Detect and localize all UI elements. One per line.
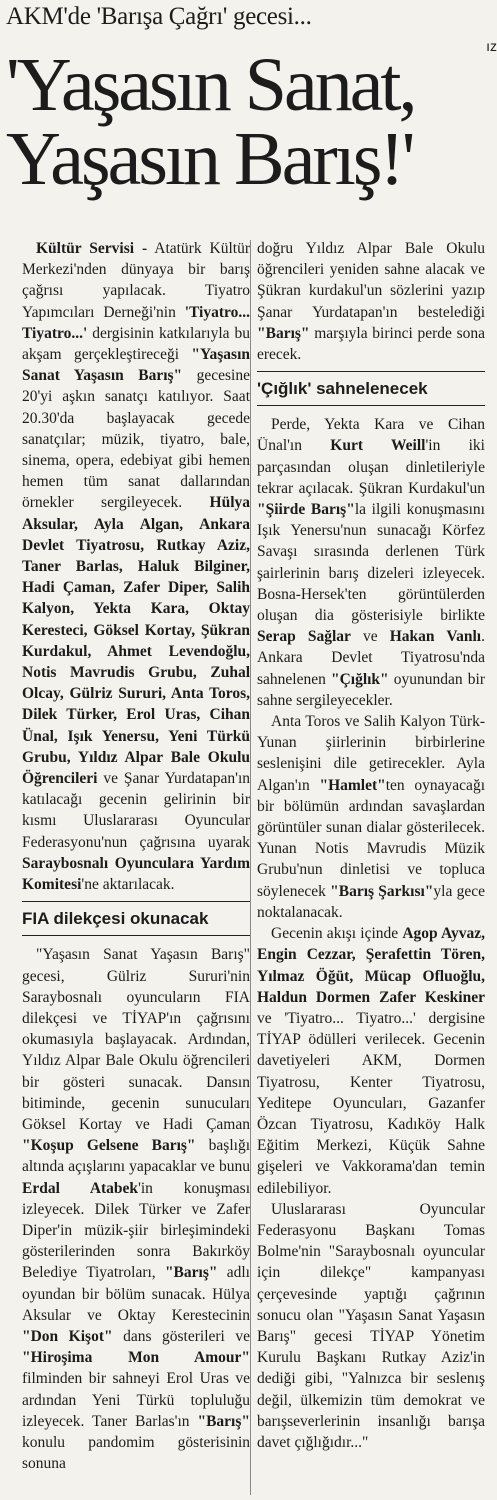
right-column	[257, 238, 485, 1453]
column-divider	[250, 240, 251, 1495]
left-paragraph-1	[22, 238, 250, 895]
text-run: ve	[350, 628, 390, 646]
right-paragraph-3	[257, 711, 485, 923]
bold-run: "Koşup Gelsene Barış"	[22, 1137, 196, 1155]
bold-run: Serap Sağlar	[257, 628, 351, 646]
bold-run: Erdal Atabek	[22, 1179, 139, 1197]
right-paragraph-4	[257, 923, 485, 1199]
left-paragraph-2	[22, 944, 250, 1474]
bold-run: "Barış"	[257, 324, 310, 342]
bold-run: Kurt Weill	[330, 437, 426, 455]
headline-line-1: 'Yaşasın Sanat,	[6, 43, 415, 127]
bold-run: "Hamlet"	[319, 776, 386, 794]
right-paragraph-5	[257, 1199, 485, 1453]
bold-run: "Barış"	[164, 1264, 218, 1282]
text-run: ve Şanar Yurdatapan'ın katılacağı gecenin gelirinin bir kısmı Uluslararası Oyuncular Federasyonu'nun çağrısına uyarak	[22, 770, 250, 851]
text-run: ten oynayacağı bir bölümün ardından savaşlardan görüntüler sunan dialar gösterilecek. Yunan Notis Mavrudis Müzik Grubu'nun dinletisi ve topluca söylenecek	[257, 776, 485, 900]
text-run: 'in konuşması izleyecek. Dilek Türker ve Zafer Diper'in müzik-şiir birleşimindeki gösterilerinden sonra Bakırköy Belediye Tiyatroları,	[22, 1179, 251, 1282]
text-run: Uluslararası Oyuncular Federasyonu Başkanı Tomas Bolme'nin "Saraybosnalı oyuncular için dilekçe" kampanyası çerçevesinde yaptığı çağrının sonucu olan "Yaşasın Sanat Yaşasın Barış" gecesi TİYAP Yönetim Kurulu Başkanı Rutkay Aziz'in dediği gibi, "Yalnızca bir seslenış değil, ülkemizin tüm demokrat ve barışseverlerinin insanlığı barışa davet çığlığıdır..."	[257, 1200, 485, 1451]
text-run: dergisinin katkılarıyla bu akşam gerçekleştireceği	[22, 324, 250, 364]
bold-run: 'Tiyatro... Tiyatro...'	[22, 303, 250, 342]
bold-run: "Hiroşima Mon Amour"	[22, 1349, 250, 1367]
text-run: 'in iki parçasından oluşan dinletileriyle tekrar açılacak. Şükran Kurdakul'un	[257, 437, 485, 497]
artist-names: Hülya Aksular, Ayla Algan, Ankara Devlet Tiyatrosu, Rutkay Aziz, Taner Barlas, Haluk Bilginer, Hadi Çaman, Zafer Diper, Salih Kalyon, Yekta Kara, Oktay Keresteci, Göksel Kortay, Şükran Kurdakul, Ahmet Levendoğlu, Notis Mavrudis Grubu, Zuhal Olcay, Gülriz Sururi, Anta Toros, Dilek Türker, Erol Uras, Cihan Ünal, Işık Yenersu, Yeni Türkü Grubu, Yıldız Alpar Bale Okulu Öğrencileri	[22, 494, 250, 788]
edge-mark: ız	[486, 38, 497, 54]
right-paragraph-1	[257, 238, 485, 365]
text-run: doğru Yıldız Alpar Bale Okulu öğrencileri yeniden sahne alacak ve Şükran kurdakul'un sözlerini yazıp Şanar Yurdatapan'ın bestelediği	[257, 240, 485, 321]
bold-run: "Çığlık"	[330, 670, 389, 688]
text-run: Perde, Yekta Kara ve Cihan Ünal'ın	[257, 416, 485, 455]
kicker: AKM'de 'Barışa Çağrı' gecesi...	[6, 3, 312, 30]
bold-run: "Şiirde Barış"	[257, 501, 355, 519]
text-run: . Ankara Devlet Tiyatrosu'nda sahnelenen	[257, 628, 485, 688]
text-run: la ilgili konuşmasını Işık Yenersu'nun sunacağı Körfez Savaşı sırasında derlenen Türk şairlerinin barış dizeleri izleyecek. Bosna-Hersek'ten görüntülerden oluşan dia gösterisiyle birlikte	[257, 501, 485, 625]
text-run: ve 'Tiyatro... Tiyatro...' dergisine TİYAP ödülleri verilecek. Gecenin davetiyeleri AKM, Dormen Tiyatrosu, Kenter Tiyatrosu, Yeditepe Oyuncuları, Gazanfer Özcan Tiyatrosu, Kadıköy Halk Eğitim Merkezi, Küçük Sahne gişeleri ve Vakkorama'dan temin edilebiliyor.	[257, 1009, 485, 1197]
subhead-fia: FIA dilekçesi okunacak	[22, 901, 250, 936]
bold-run: Hakan Vanlı	[389, 628, 482, 646]
text-run: filminden bir sahneyi Erol Uras ve ardından Yeni Türkü topluluğu izleyecek. Taner Barlas'ın	[22, 1370, 250, 1430]
bold-run: "Barış Şarkısı"	[330, 882, 434, 900]
right-paragraph-2	[257, 414, 485, 711]
left-column	[22, 238, 250, 1474]
byline: Kültür Servisi -	[36, 240, 148, 257]
bold-run: "Yaşasın Sanat Yaşasın Barış"	[22, 346, 250, 385]
text-run: oyunundan bir sahne sergileyecekler.	[257, 670, 485, 709]
bold-run: "Barış"	[197, 1412, 250, 1430]
text-run: başlığı altında açışlarını yapacaklar ve bunu	[22, 1137, 250, 1176]
text-run: Gecenin akışı içinde	[271, 925, 403, 943]
award-names: Agop Ayvaz, Engin Cezzar, Şerafettin Tören, Yılmaz Öğüt, Mücap Ofluoğlu, Haldun Dormen Zafer Keskiner	[257, 925, 485, 1006]
text-run: yla gece noktalanacak.	[257, 882, 486, 921]
text-run: gecesine 20'yi aşkın sanatçı katılıyor. Saat 20.30'da başlayacak gecede sanatçılar; müzik, tiyatro, bale, sinema, opera, edebiyat gibi hemen hemen tüm sanat dallarından örnekler sergileyecek.	[22, 367, 250, 512]
text-run: adlı oyundan bir bölüm sunacak. Hülya Aksular ve Oktay Kerestecinin	[22, 1264, 250, 1324]
text-run: marşıyla birinci perde sona erecek.	[257, 324, 485, 364]
text-run: 'ne aktarılacak.	[81, 876, 175, 894]
subhead-ciglik: 'Çığlık' sahnelenecek	[257, 371, 485, 406]
headline-line-2: Yaşasın Barış!'	[6, 117, 413, 201]
bold-run: Saraybosnalı Oyunculara Yardım Komitesi	[22, 854, 250, 894]
text-run: dans gösterileri ve	[112, 1327, 250, 1345]
text-run: "Yaşasın Sanat Yaşasın Barış" gecesi, Gülriz Sururi'nin Saraybosnalı oyuncuların FIA dilekçesi ve TİYAP'ın çağrısını okumasıyla başlayacak. Ardından, Yıldız Alpar Bale Okulu öğrencileri bir gösteri sunacak. Dansın bitiminde, gecenin sunucuları Göksel Kortay ve Hadi Çaman	[22, 946, 250, 1133]
text-run: konulu pandomim gösterisinin sonuna	[22, 1433, 250, 1473]
bold-run: "Don Kişot"	[22, 1327, 113, 1345]
text-run: Anta Toros ve Salih Kalyon Türk-Yunan şiirlerinin birbirlerine seslenişini dile getirecekler. Ayla Algan'ın	[257, 713, 485, 794]
headline	[6, 43, 486, 201]
text-run: Atatürk Kültür Merkezi'nden dünyaya bir barış çağrısı yapılacak. Tiyatro Yapımcıları Derneği'nin	[22, 240, 250, 321]
